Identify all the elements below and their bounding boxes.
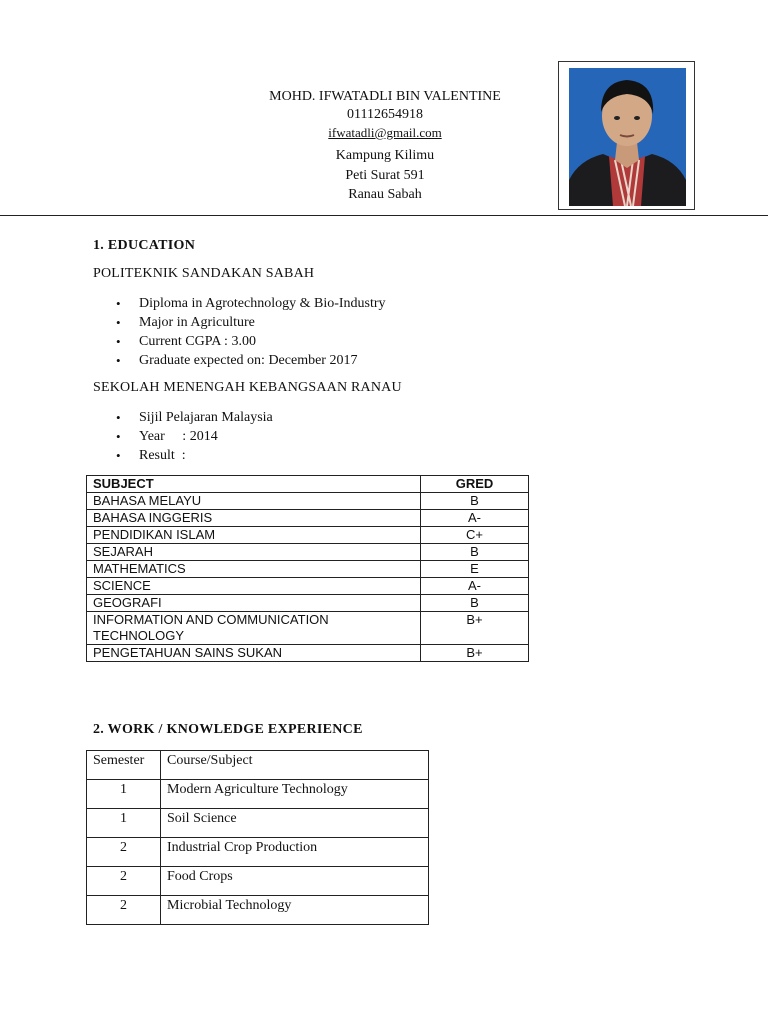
table-row — [87, 809, 429, 838]
table-row — [87, 510, 529, 527]
header-divider — [0, 215, 768, 216]
table-header-row — [87, 476, 529, 493]
grade-cell: A- — [421, 510, 529, 527]
course-cell: Industrial Crop Production — [161, 838, 429, 867]
table-row — [87, 780, 429, 809]
school-1-name: POLITEKNIK SANDAKAN SABAH — [93, 266, 315, 281]
subject-cell: BAHASA INGGERIS — [87, 510, 421, 527]
semester-cell: 2 — [87, 838, 161, 867]
profile-photo-frame — [558, 61, 695, 210]
course-cell: Food Crops — [161, 867, 429, 896]
table-row — [87, 645, 529, 662]
portrait-illustration — [569, 68, 686, 206]
column-header-subject: SUBJECT — [87, 476, 421, 493]
table-row — [87, 838, 429, 867]
table-row — [87, 867, 429, 896]
table-row — [87, 578, 529, 595]
grade-cell: B+ — [421, 645, 529, 662]
email-link[interactable]: ifwatadli@gmail.com — [328, 125, 442, 140]
list-item: • Major in Agriculture — [116, 313, 386, 332]
grades-table — [86, 475, 529, 662]
course-cell: Microbial Technology — [161, 896, 429, 925]
table-row — [87, 544, 529, 561]
grade-cell: B — [421, 493, 529, 510]
semester-cell: 1 — [87, 809, 161, 838]
list-item: • Result : — [116, 446, 273, 465]
work-heading: 2. WORK / KNOWLEDGE EXPERIENCE — [93, 722, 363, 737]
grade-cell: B — [421, 595, 529, 612]
table-row — [87, 493, 529, 510]
table-row — [87, 612, 529, 645]
list-item: • Graduate expected on: December 2017 — [116, 351, 386, 370]
school-2-name: SEKOLAH MENENGAH KEBANGSAAN RANAU — [93, 380, 402, 395]
school-2-list — [116, 408, 273, 465]
subject-cell: MATHEMATICS — [87, 561, 421, 578]
profile-photo — [569, 68, 686, 206]
column-header-semester: Semester — [87, 751, 161, 780]
education-heading: 1. EDUCATION — [93, 238, 196, 253]
table-row — [87, 595, 529, 612]
table-row — [87, 561, 529, 578]
applicant-name: MOHD. IFWATADLI BIN VALENTINE — [269, 89, 501, 104]
subject-cell: PENGETAHUAN SAINS SUKAN — [87, 645, 421, 662]
phone-number: 01112654918 — [347, 107, 423, 122]
list-item: • Sijil Pelajaran Malaysia — [116, 408, 273, 427]
semester-cell: 2 — [87, 896, 161, 925]
table-row — [87, 527, 529, 544]
address-line-3: Ranau Sabah — [348, 187, 422, 202]
address-line-2: Peti Surat 591 — [345, 167, 425, 183]
semester-cell: 1 — [87, 780, 161, 809]
list-item: • Year : 2014 — [116, 427, 273, 446]
grade-cell: C+ — [421, 527, 529, 544]
work-table — [86, 750, 429, 925]
grade-cell: B+ — [421, 612, 529, 645]
semester-cell: 2 — [87, 867, 161, 896]
address-line-1: Kampung Kilimu — [335, 148, 435, 163]
subject-cell: BAHASA MELAYU — [87, 493, 421, 510]
list-item: • Current CGPA : 3.00 — [116, 332, 386, 351]
subject-cell: GEOGRAFI — [87, 595, 421, 612]
table-row — [87, 896, 429, 925]
subject-cell: SEJARAH — [87, 544, 421, 561]
subject-cell: INFORMATION AND COMMUNICATION TECHNOLOGY — [87, 612, 421, 645]
grade-cell: E — [421, 561, 529, 578]
course-cell: Modern Agriculture Technology — [161, 780, 429, 809]
column-header-grade: GRED — [421, 476, 529, 493]
course-cell: Soil Science — [161, 809, 429, 838]
subject-cell: SCIENCE — [87, 578, 421, 595]
school-1-list — [116, 294, 386, 370]
grade-cell: B — [421, 544, 529, 561]
table-header-row — [87, 751, 429, 780]
grade-cell: A- — [421, 578, 529, 595]
list-item: • Diploma in Agrotechnology & Bio-Industry — [116, 294, 386, 313]
column-header-course: Course/Subject — [161, 751, 429, 780]
subject-cell: PENDIDIKAN ISLAM — [87, 527, 421, 544]
